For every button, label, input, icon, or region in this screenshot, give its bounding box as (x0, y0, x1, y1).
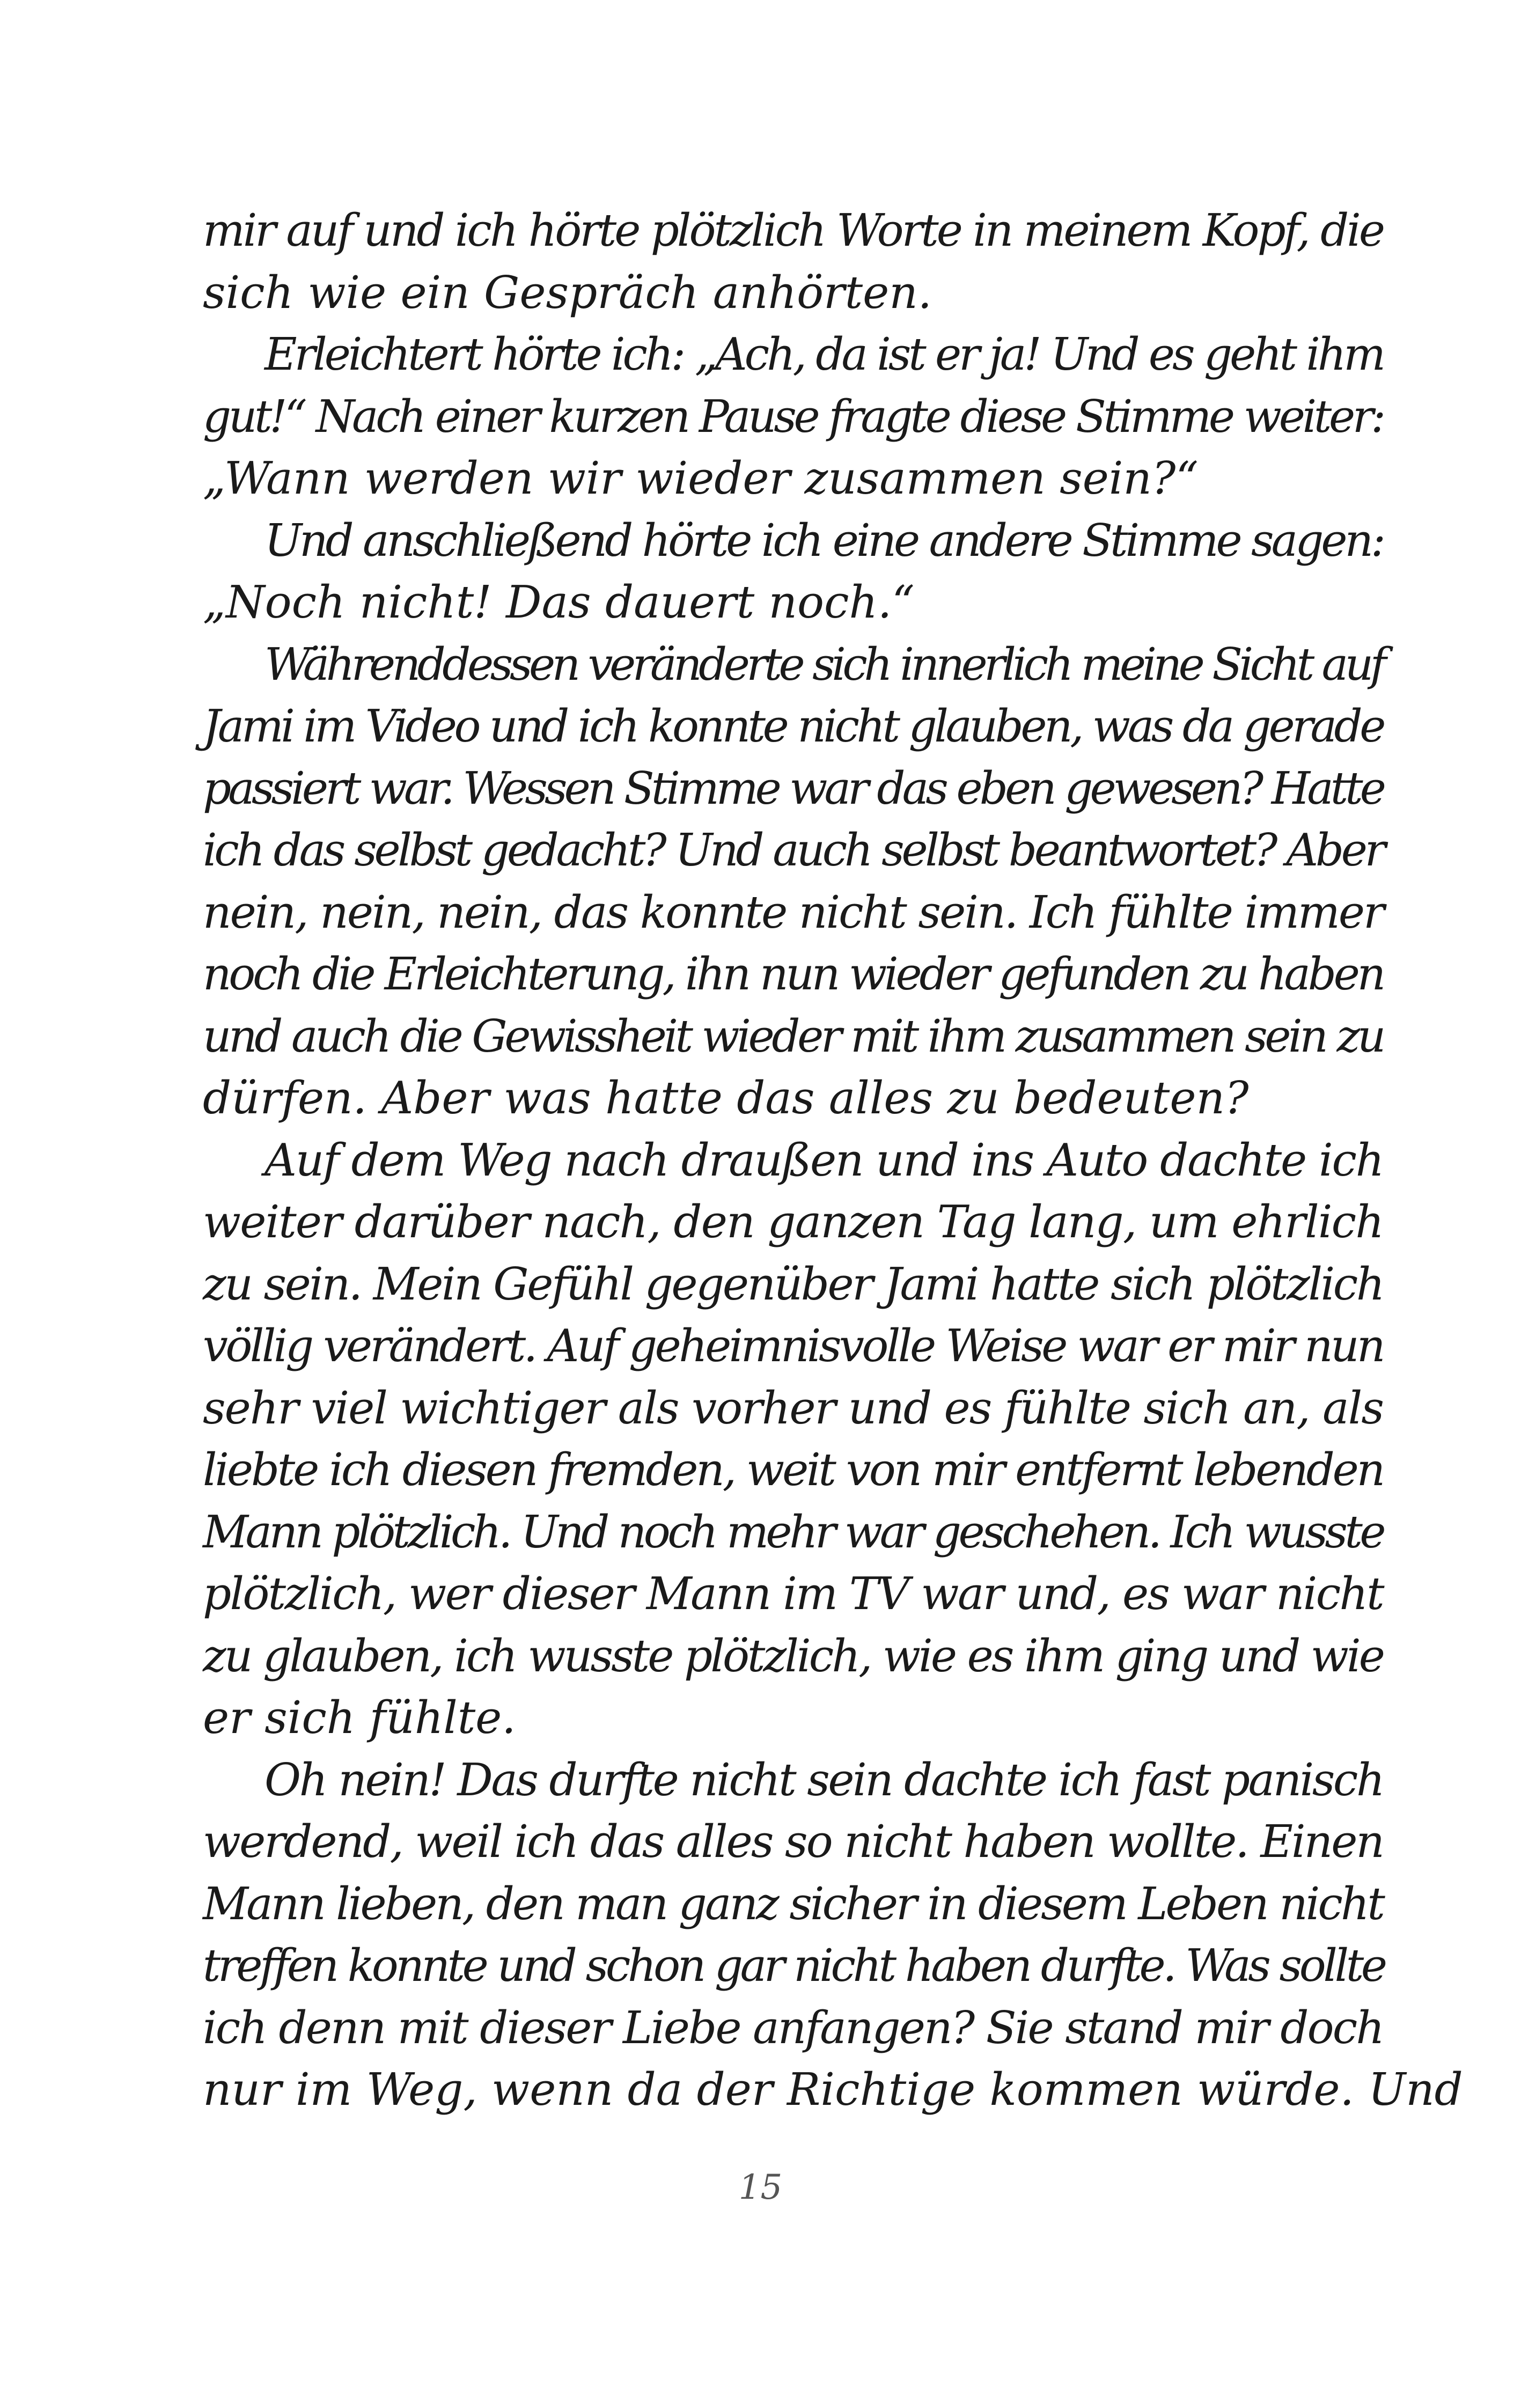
paragraph (203, 200, 1383, 324)
paragraph (203, 1749, 1463, 2121)
text-line: Auf dem Weg nach draußen und ins Auto dachte ich (264, 1134, 1383, 1186)
text-line: weiter darüber nach, den ganzen Tag lang, um ehrlich (203, 1196, 1383, 1248)
text-line: und auch die Gewissheit wieder mit ihm zusammen sein zu (203, 1010, 1383, 1062)
text-line: Und anschließend hörte ich eine andere Stimme sagen: (264, 514, 1383, 567)
text-line: gut!“ Nach einer kurzen Pause fragte diese Stimme weiter: (203, 390, 1383, 443)
text-line: zu glauben, ich wusste plötzlich, wie es ihm ging und wie (203, 1629, 1383, 1682)
text-line: Oh nein! Das durfte nicht sein dachte ich fast panisch (264, 1753, 1383, 1806)
text-line: nur im Weg, wenn da der Richtige kommen würde. Und (203, 2064, 1463, 2116)
text-line: ich denn mit dieser Liebe anfangen? Sie stand mir doch (203, 2001, 1383, 2054)
text-line: sich wie ein Gespräch anhörten. (203, 266, 932, 319)
text-line: völlig verändert. Auf geheimnisvolle Weise war er mir nun (203, 1320, 1383, 1372)
text-line: nein, nein, nein, das konnte nicht sein. Ich fühlte immer (203, 886, 1383, 938)
text-line: Mann lieben, den man ganz sicher in diesem Leben nicht (203, 1877, 1383, 1930)
paragraph (203, 510, 1383, 634)
text-line: passiert war. Wessen Stimme war das eben gewesen? Hatte (203, 762, 1383, 814)
text-line: noch die Erleichterung, ihn nun wieder gefunden zu haben (203, 948, 1383, 1000)
text-line: treffen konnte und schon gar nicht haben durfte. Was sollte (203, 1940, 1385, 1992)
text-line: Jami im Video und ich konnte nicht glauben, was da gerade (203, 700, 1383, 752)
text-line: er sich fühlte. (203, 1692, 516, 1744)
text-line: Währenddessen veränderte sich innerlich meine Sicht auf (264, 638, 1384, 691)
text-line: plötzlich, wer dieser Mann im TV war und, es war nicht (203, 1568, 1383, 1620)
text-line: ich das selbst gedacht? Und auch selbst beantwortet? Aber (203, 824, 1383, 876)
text-line: liebte ich diesen fremden, weit von mir entfernt lebenden (203, 1444, 1383, 1496)
text-line: „Noch nicht! Das dauert noch.“ (203, 576, 915, 628)
body-text (203, 200, 1463, 2121)
text-line: „Wann werden wir wieder zusammen sein?“ (203, 452, 1199, 504)
page-number: 15 (738, 2168, 783, 2207)
text-line: Mann plötzlich. Und noch mehr war geschehen. Ich wusste (203, 1506, 1383, 1558)
text-line: zu sein. Mein Gefühl gegenüber Jami hatte sich plötzlich (203, 1258, 1383, 1310)
paragraph (203, 634, 1383, 1129)
text-line: sehr viel wichtiger als vorher und es fühlte sich an, als (203, 1382, 1383, 1434)
paragraph (203, 324, 1383, 510)
paragraph (203, 1129, 1383, 1749)
text-line: mir auf und ich hörte plötzlich Worte in meinem Kopf, die (203, 204, 1383, 256)
text-line: werdend, weil ich das alles so nicht haben wollte. Einen (203, 1816, 1383, 1868)
text-line: Erleichtert hörte ich: „Ach, da ist er ja! Und es geht ihm (264, 328, 1383, 380)
text-line: dürfen. Aber was hatte das alles zu bedeuten? (203, 1072, 1249, 1124)
